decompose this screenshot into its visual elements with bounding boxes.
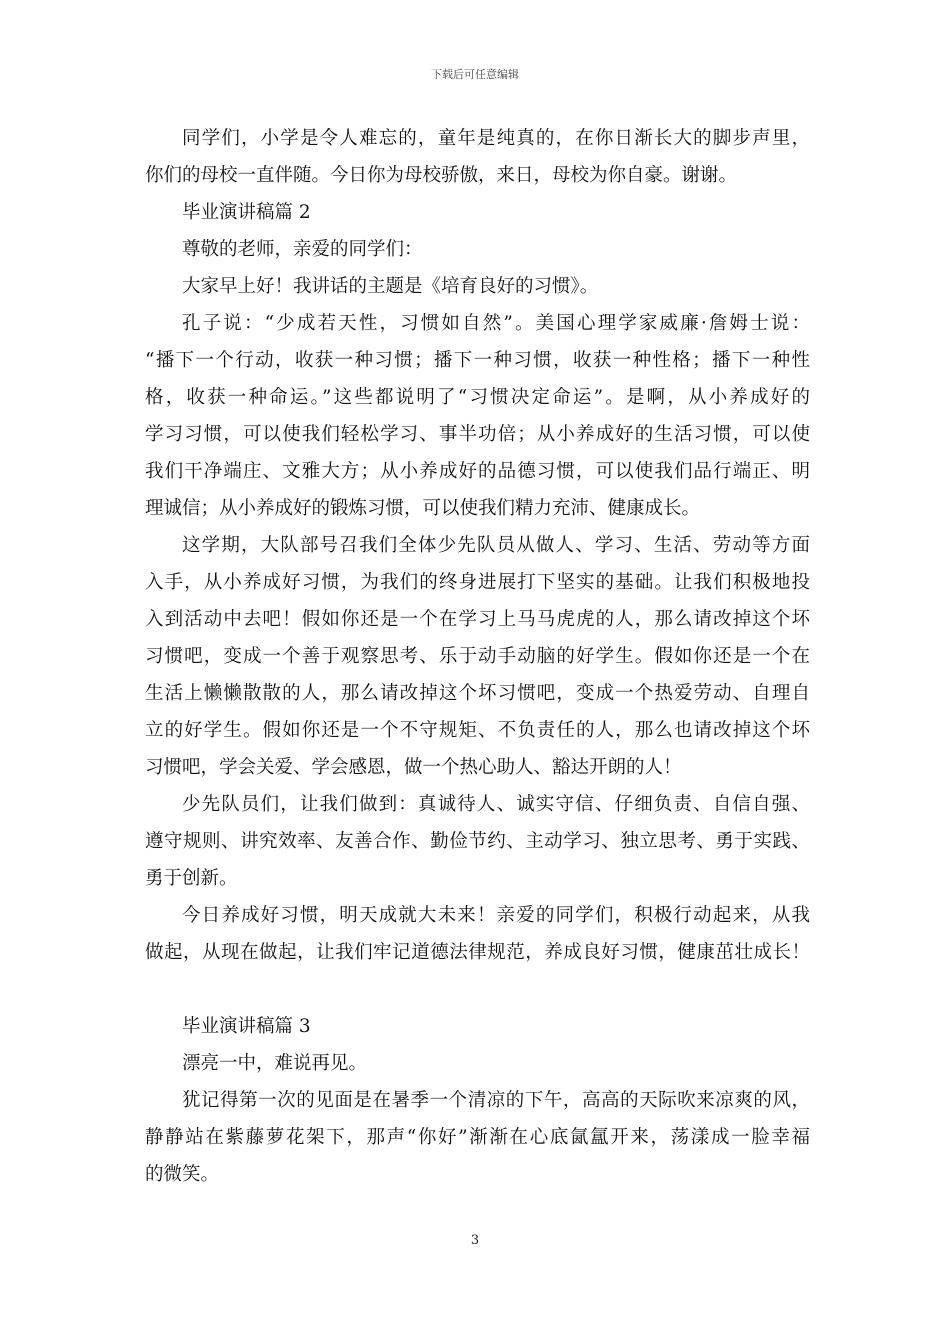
paragraph-line: 的微笑。 <box>145 1164 220 1185</box>
paragraph-line: 这学期，大队部号召我们全体少先队员从做人、学习、生活、劳动等方面 <box>182 535 810 556</box>
paragraph-line: 入到活动中去吧！假如你还是一个在学习上马马虎虎的人，那么请改掉这个坏 <box>145 609 810 630</box>
paragraph-line: 我们干净端庄、文雅大方；从小养成好的品德习惯，可以使我们品行端正、明 <box>145 461 810 482</box>
paragraph-line: 孔子说：“少成若天性，习惯如自然”。美国心理学家威廉·詹姆士说： <box>182 313 810 334</box>
paragraph-line: 尊敬的老师，亲爱的同学们： <box>182 239 423 260</box>
paragraph-line: 同学们，小学是令人难忘的，童年是纯真的，在你日渐长大的脚步声里， <box>182 128 810 149</box>
paragraph-line: 犹记得第一次的见面是在暑季一个清凉的下午，高高的天际吹来凉爽的风， <box>182 1090 810 1111</box>
paragraph-line: 少先队员们，让我们做到：真诚待人、诚实守信、仔细负责、自信自强、 <box>182 794 810 815</box>
document-body <box>145 120 810 1193</box>
page-number: 3 <box>470 1233 480 1248</box>
paragraph-line: 学习习惯，可以使我们轻松学习、事半功倍；从小养成好的生活习惯，可以使 <box>145 424 810 445</box>
section-heading: 毕业演讲稿篇 2 <box>182 202 311 223</box>
paragraph-line: 做起，从现在做起，让我们牢记道德法律规范，养成良好习惯，健康茁壮成长！ <box>145 942 810 963</box>
paragraph-line: 勇于创新。 <box>145 868 238 889</box>
blank-line <box>145 971 810 1008</box>
page-header: 下载后可任意编辑 <box>431 68 519 81</box>
paragraph-line: 遵守规则、讲究效率、友善合作、勤俭节约、主动学习、独立思考、勇于实践、 <box>145 831 810 852</box>
paragraph-line: 习惯吧，学会关爱、学会感恩，做一个热心助人、豁达开朗的人！ <box>145 757 682 778</box>
paragraph-line: 理诚信；从小养成好的锻炼习惯，可以使我们精力充沛、健康成长。 <box>145 498 701 519</box>
paragraph-line: 大家早上好！我讲话的主题是《培育良好的习惯》。 <box>182 276 599 297</box>
paragraph-line: 静静站在紫藤萝花架下，那声“你好”渐渐在心底氤氲开来，荡漾成一脸幸福 <box>145 1127 810 1148</box>
paragraph-line: 漂亮一中，难说再见。 <box>182 1053 368 1074</box>
section-heading: 毕业演讲稿篇 3 <box>182 1016 311 1037</box>
paragraph-line: “播下一个行动，收获一种习惯；播下一种习惯，收获一种性格；播下一种性 <box>145 350 810 371</box>
paragraph-line: 格，收获一种命运。”这些都说明了“习惯决定命运”。是啊，从小养成好的 <box>145 387 810 408</box>
paragraph-line: 今日养成好习惯，明天成就大未来！亲爱的同学们，积极行动起来，从我 <box>182 905 810 926</box>
paragraph-line: 你们的母校一直伴随。今日你为母校骄傲，来日，母校为你自豪。谢谢。 <box>145 165 738 186</box>
paragraph-line: 习惯吧，变成一个善于观察思考、乐于动手动脑的好学生。假如你还是一个在 <box>145 646 810 667</box>
paragraph-line: 立的好学生。假如你还是一个不守规矩、不负责任的人，那么也请改掉这个坏 <box>145 720 810 741</box>
paragraph-line: 入手，从小养成好习惯，为我们的终身进展打下坚实的基础。让我们积极地投 <box>145 572 810 593</box>
paragraph-line: 生活上懒懒散散的人，那么请改掉这个坏习惯吧，变成一个热爱劳动、自理自 <box>145 683 810 704</box>
